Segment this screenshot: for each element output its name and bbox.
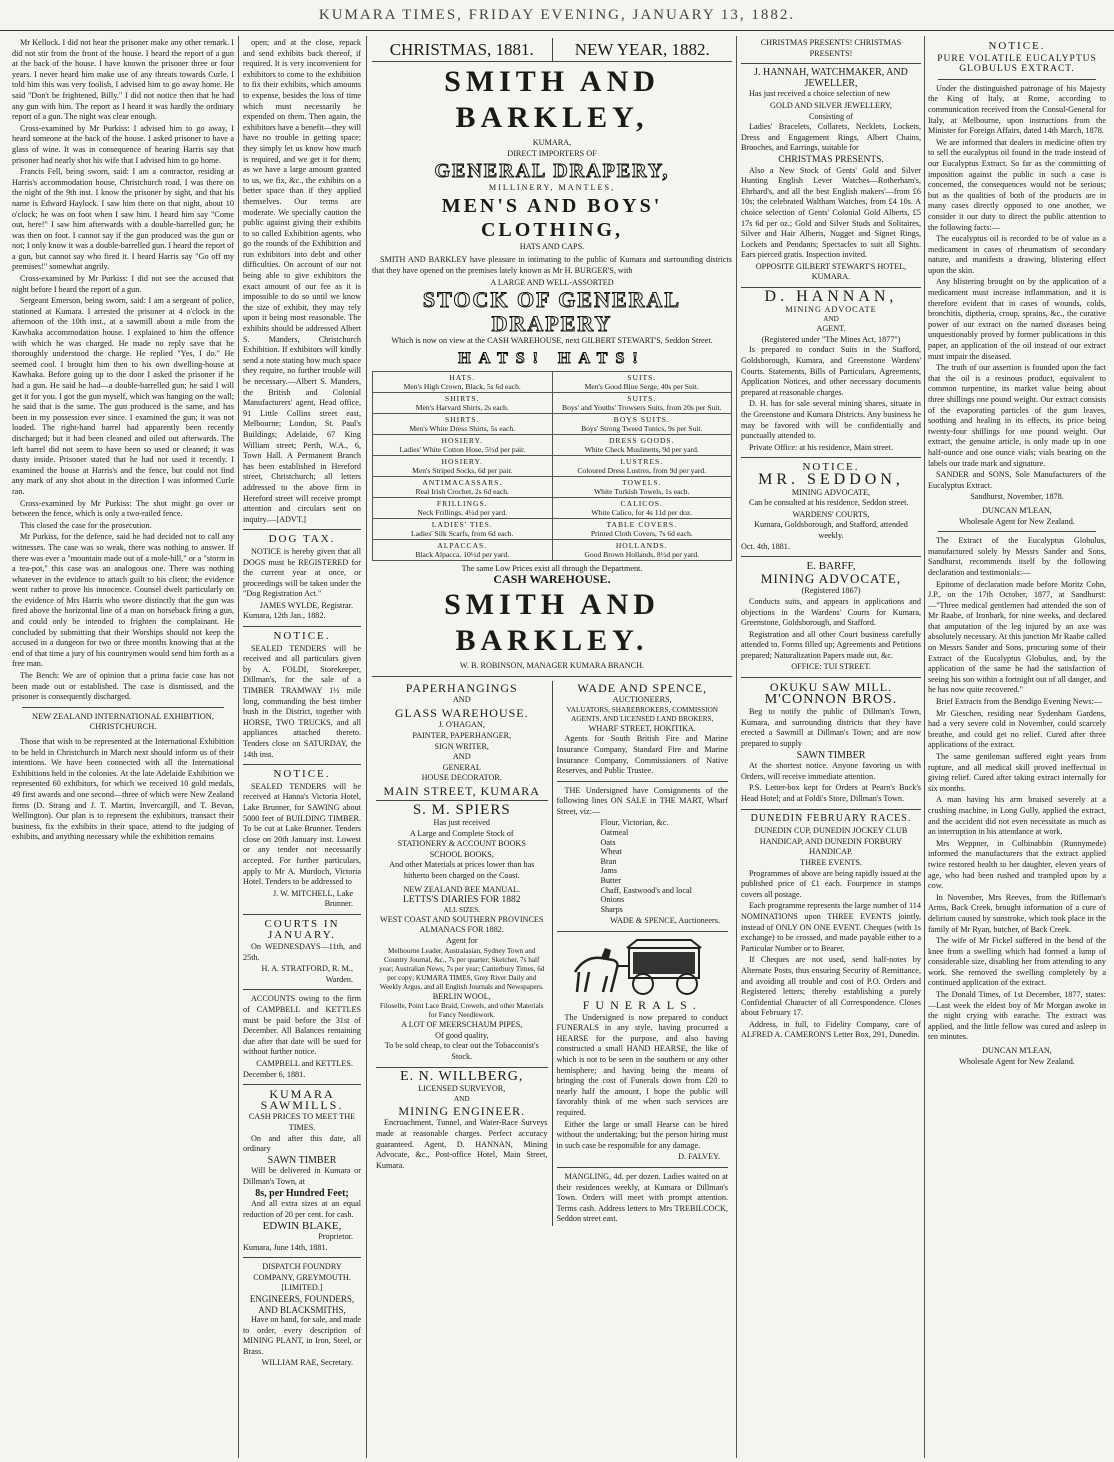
column-rule [366,36,367,1458]
eucalyptus-paragraph: In November, Mrs Reeves, from the Rifleman's Arms, Back Creek, brought information of a cure of delirium caused by sunstroke, which took place in the family of Mr Ryan, butcher, of Back Creek. [928,892,1106,934]
barff-office: OFFICE: TUI STREET. [791,662,871,672]
price-item-desc: Men's White Dress Shirts, 5s each. [409,423,516,433]
ohagan-trade: GENERAL [442,762,481,772]
season-header [372,38,732,62]
list-item: Jams [600,866,617,876]
eucalyptus-paragraph: The same gentleman suffered eight years from rupture, and all medical skill proved ineffectual in giving relief. Cured after taking extract internally for six months. [928,752,1106,793]
wade-consign: THE Undersigned have Consignments of the following lines ON SALE in THE MART, Wharf Street, viz:— [556,785,728,816]
dunedin-sub: DUNEDIN CUP, DUNEDIN JOCKEY CLUB HANDICAP, AND DUNEDIN FORBURY HANDICAP. [754,826,908,857]
willberg-sub: LICENSED SURVEYOR, [418,1084,506,1094]
exhibition-title: NEW ZEALAND INTERNATIONAL EXHIBITION, CHRISTCHURCH. [32,711,214,732]
price-item-name: HOLLANDS. [615,540,668,550]
hannah-consist: Consisting of [809,111,853,121]
almanacs: WEST COAST AND SOUTHERN PROVINCES ALMANACS FOR 1882. [380,914,544,935]
hannah-title: J. HANNAH, WATCHMAKER, AND JEWELLER, [754,67,908,89]
proprietor-name: EDWIN BLAKE, [262,1220,342,1233]
hannah-text: Has just received a choice selection of new [749,89,891,99]
mconnon-ps: P.S. Letter-box kept for Orders at Pearn's Buck's Head Hotel; and at Foldi's Store, Dillman's Town. [741,783,921,803]
court-report-article [12,38,234,703]
agent-name: DUNCAN M'LEAN, [982,505,1052,515]
divider [376,800,548,801]
column-court-report [12,38,234,1456]
spiers-line: STATIONERY & ACCOUNT BOOKS [397,839,526,849]
foundry-signature: WILLIAM RAE, Secretary. [261,1358,353,1368]
price-cell [373,455,553,476]
dogtax-date: Kumara, 12th Jan., 1882. [243,611,326,621]
foundry-title: DISPATCH FOUNDRY COMPANY, GREYMOUTH. [253,1262,351,1282]
price-item-name: HOSIERY. [441,435,483,445]
divider [243,529,361,530]
price-item-name: SHIRTS. [444,414,480,424]
notice-title: NOTICE. [273,768,331,781]
hearse-illustration [567,936,717,996]
eucalyptus-paragraph: Epitome of declaration made before Moritz Cohn, J.P., on the 17th October, 1877, at Sandhurst:—"Three medical gentlemen had attended the son of Mr Raabe, of Ironbark, for nine weeks, and declared that amputation of the leg injured by an axe was absolutely necessary. At this junction Mr Raabe called on Messrs Sander and Sons, procuring some of their Extract of the Eucalyptus Globulus, and, by the application of the same he had the satisfaction of seeing his son within a fortnight out of all danger, and he has now quite recovered." [928,579,1106,695]
divider [557,781,729,782]
sawmills-text: And all extra sizes at an equal reduction of 20 per cent. for cash. [243,1199,361,1219]
eucalyptus-paragraph: The Donald Times, of 1st December, 1877, states:—Last week the eldest boy of Mr Morgan awoke in the night crying with earache. The extract was applied, and the little fellow was cured and asleep in ten minutes. [928,990,1106,1042]
funerals-title: FUNERALS. [582,998,702,1012]
wade-sub: AUCTIONEERS, [612,695,672,705]
eucalyptus-paragraph: A man having his arm bruised severely at a crushing machine, in Long Gully, applied the extract, and the accident did not even necessitate as much as an interruption in his attendance at work. [928,795,1106,837]
price-row [373,518,732,539]
article-paragraph: The Bench: We are of opinion that a prima facie case has not been made out or established. The case is dismissed, and the prisoner is consequently discharged. [12,671,234,702]
price-item-name: FRILLINGS. [436,498,488,508]
wade-agents: Agents for South British Fire and Marine Insurance Company, Standard Fire and Marine Insurance Company, Commissioners of Native Reserves, and Public Trustee. [556,734,728,776]
spiers-line: SCHOOL BOOKS, [429,849,494,859]
price-item-desc: Men's Harvard Shirts, 2s each. [415,402,509,412]
price-item-name: HATS. [449,372,476,382]
firm-name: SMITH AND BARKLEY, [444,65,660,134]
foundry-limited: [LIMITED.] [281,1283,323,1293]
eucalyptus-paragraph: The Extract of the Eucalyptus Globulus, manufactured solely by Messrs Sander and Sons, Sandhurst, recommends itself by the following declaration and testimonials:— [928,536,1106,577]
willberg-text: Encroachment, Tunnel, and Water-Race Surveys made at reasonable charges. Perfect accuracy guaranteed. Agent, D. HANNAN, Mining Advocate, &c., Post-office Hotel, Main Street, Kumara. [376,1118,548,1170]
letts-sizes: ALL SIZES. [443,905,480,914]
dunedin-title: DUNEDIN FEBRUARY RACES. [750,812,912,824]
price-cell [552,497,732,518]
new-year-heading: NEW YEAR, 1882. [552,38,733,61]
hats-banner: HATS! HATS! [458,349,646,367]
article-paragraph: Sergeant Emerson, being sworn, said: I am a sergeant of police, stationed at Kumara. I arrested the prisoner at 4 o'clock in the afternoon of the 10th inst., at a sawmill about a mile from the Kawhaka accommodation house. I explained to him the offence with which he was charged. He made no reply save that he thoroughly understood the charge. He replied "Yes, I do." He seemed cool. I brought him then to his own dwelling-house at Kawhaka. Before going up to the door I asked the prisoner if he had a gun. He said he had—a double-barrelled gun; he said I will get it for you. I got the gun myself, which was hanging on the wall; he said that is the same. The gun produced is the same, and has been in my possession ever since. I examined the gun; it was not loaded. The right-hand barrel had apparently been recently discharged; but it had been cleaned and oiled out afterwards. The left barrel did not seem to have been so used or cleaned; it was dusty inside. Prisoner stated that he had not used it recently. I examined the house at Harris's and the fence, but could not find any mark of any shot about in the direction I was informed Curle ran. [12,296,234,496]
price-cell [373,434,553,455]
eucalyptus-paragraph: We are informed that dealers in medicine often try to sell the eucalyptus oil found in the trade instead of our Eucalyptus Extract. So far as the committing of imposition against the public in such a case is concerned, the consequences would not be serious; but as the qualities of both of the products are in many cases directly opposed to one another, we consider it our duty to direct the public attention to the following facts:— [928,137,1106,232]
wade-roles: VALUATORS, SHAREBROKERS, COMMISSION AGENTS, AND LICENSED LAND BROKERS, [566,705,718,723]
courts-text: On WEDNESDAYS—11th, and 25th. [243,942,361,962]
agent-role: Wholesale Agent for New Zealand. [959,516,1075,526]
tender-notice-text: SEALED TENDERS will be received at Hanna's Victoria Hotel, Lake Brunner, for SAWING about 5000 feet of BUILDING TIMBER. To be cut at Lake Brunner. Tenders close on 20th January inst. Lowest or any tender not necessarily accepted. For further particulars, apply to Mr A. Murdoch, Victoria Hotel. Tenders to be addressed to [243,781,361,887]
divider [741,556,921,557]
divider [938,79,1096,80]
tender-notice-text: SEALED TENDERS will be received and all particulars given by A. FOLDI, Storekeeper, Dillman's, for the sale of a TIMBER TRAMWAY 1½ mile long, commanding the best timber bush in the District, together with HORSE, TWO TRUCKS, and all appliances attached thereto. Tenders close on SATURDAY, the 14th inst. [243,643,361,759]
price-item-desc: Boys' and Youths' Trowsers Suits, from 20s per Suit. [562,402,722,412]
price-cell [552,392,732,413]
sawmills-text: Will be delivered in Kumara or Dillman's Town, at [243,1166,361,1186]
wardens-date: Oct. 4th, 1881. [741,541,790,551]
sawmills-subtitle: CASH PRICES TO MEET THE TIMES. [248,1112,356,1132]
price-row [373,392,732,413]
price-item-name: LADIES' TIES. [431,519,493,529]
agent-role: Wholesale Agent for New Zealand. [959,1056,1075,1066]
dhannan-and: AND [823,315,839,324]
eucalyptus-place: Sandhurst, November, 1878. [970,492,1064,502]
divider [741,677,921,678]
willberg-title: E. N. WILLBERG, [400,1068,524,1084]
price-item-name: CALICOS. [620,498,663,508]
intro-text: SMITH AND BARKLEY have pleasure in intimating to the public of Kumara and surrounding districts that they have opened on the premises lately known as Mr H. BURGER'S, with [372,255,732,275]
price-cell [373,371,553,392]
sawmills-date: Kumara, June 14th, 1881. [243,1242,328,1252]
seddon-text: Can be consulted at his residence, Seddon street. [749,498,909,508]
price-row [373,434,732,455]
price-item-name: HOSIERY. [441,456,483,466]
cash-warehouse: CASH WAREHOUSE. [493,572,611,587]
wade-address: WHARF STREET, HOKITIKA. [588,723,696,733]
eucalyptus-paragraph: Under the distinguished patronage of his Majesty the King of Italy, at Rome, according to communication received from the Consul-General for Italy, at Melbourne, upon instructions from the Minister for Foreign Affairs, dated 14th March, 1878. [928,83,1106,136]
ads-left [372,681,552,1226]
agent-name: DUNCAN M'LEAN, [982,1046,1052,1056]
column-rule [736,36,737,1458]
dhannan-office: Private Office: at his residence, Main street. [749,442,893,452]
list-item: Wheat [600,847,622,857]
importers-line: DIRECT IMPORTERS OF [507,148,597,158]
eucalyptus-paragraph: Mrs Weppner, in Colbinabbin (Runnymede) informed the manufacturers that the extract applied twice restored health to her daughter, eleven years of age, who had been rushed and trampled upon by a cow. [928,838,1106,891]
assorted-line: A LARGE AND WELL-ASSORTED [490,277,614,287]
ohagan-title: PAPERHANGINGS [405,680,518,695]
price-item-desc: Men's Striped Socks, 6d per pair. [412,465,513,475]
price-cell [552,434,732,455]
dhannan-text: D. H. has for sale several mining shares, situate in the Greenstone and Kumara Districts. Any business he may be favored with will be confidentially and punctually attended to. [741,399,921,441]
barff-name: E. BARFF, [806,560,856,573]
dhannan-role: MINING ADVOCATE [785,304,877,314]
divider [938,531,1096,532]
divider [22,707,224,708]
eucalyptus-title: PURE VOLATILE EUCALYPTUS GLOBULUS EXTRACT. [937,53,1097,75]
willberg-and: AND [453,1094,470,1103]
eucalyptus-paragraph: Mr Gieschen, residing near Sydenham Gardens, had a very severe cold in November, could scarcely breathe, and could get no relief. Cured after three applications of the extract. [928,708,1106,750]
barff-text: Conducts suits, and appears in applications and objections in the Wardens' Courts for Kumara, Greenstone, Goldsborough, and Stafford. [741,596,921,628]
price-item-desc: Men's Good Blue Serge, 40s per Suit. [584,381,699,391]
mconnon-title: M'CONNON BROS. [764,691,898,707]
hannah-xmas: CHRISTMAS PRESENTS. [778,154,884,165]
xmas-presents-heading: CHRISTMAS PRESENTS! CHRISTMAS PRESENTS! [760,38,902,58]
seddon-role: MINING ADVOCATE, [791,487,871,497]
funerals-text: The Undersigned is now prepared to conduct FUNERALS in any style, having procurred a HEARSE for the purpose, and also having constructed a small HAND HEARSE, the like of which is not to be seen in the southern or any other hemisphere; and having being the means of bringing the cost of Funerals down from £20 to nearly half the amount, I hope the public will favorably think of me when such services are required. [556,1012,728,1117]
letts-diaries: LETTS'S DIARIES FOR 1882 [402,895,521,906]
article-paragraph: Cross-examined by Mr Purkiss: I advised him to go away, I heard someone at the back of the house. I asked prisoner to have a glass of wine. It was in consequence of hearing Harris say that prisoner had nearly shot his wife that I advised him to go home. [12,123,234,165]
dhannan-agent: AGENT. [816,324,846,334]
price-item-desc: Ladies' Silk Scarfs, from 6d each. [411,528,514,538]
divider [376,1067,548,1068]
mconnon-text: At the shortest notice. Anyone favoring us with Orders, will receive immediate attention. [741,761,921,781]
price-item-desc: Real Irish Crochet, 2s 6d each. [415,486,509,496]
price-item-desc: Black Alpacca, 10½d per yard. [415,549,510,559]
consignment-list [601,818,729,914]
divider [243,1084,361,1085]
column-rule [238,36,239,1458]
manager-line: W. B. ROBINSON, MANAGER KUMARA BRANCH. [459,660,645,670]
accounts-date: December 6, 1881. [243,1069,306,1079]
price-item-desc: Coloured Dress Lustres, from 9d per yard. [577,465,707,475]
divider [557,931,729,932]
price-cell [373,539,553,560]
article-paragraph: Cross-examined by Mr Purkiss: The shot might go over or between the fence, which is only a two-railed fence. [12,498,234,519]
okuku-title: OKUKU SAW MILL. [769,680,893,695]
price-table [372,371,732,561]
price-item-desc: Boys' Strong Tweed Tunics, 9s per Suit. [581,423,703,433]
list-item: Sharps [600,904,623,914]
wardens-title: WARDENS' COURTS, [792,509,870,519]
list-item: Chaff, Eastwood's and local [600,885,692,895]
hannah-address: OPPOSITE GILBERT STEWART'S HOTEL, KUMARA. [755,261,907,282]
article-paragraph: Cross-examined by Mr Purkiss: I did not see the accused that night before I heard the report of a gun. [12,274,234,294]
willberg-engineer: MINING ENGINEER. [398,1103,526,1118]
dogtax-text: NOTICE is hereby given that all DOGS must be REGISTERED for the current year at once, or proceedings will be taken under the "Dog Registration Act." [243,546,361,599]
list-item: Oats [600,837,616,847]
article-paragraph: Francis Fell, being sworn, said: I am a contractor, residing at Harris's accommodation house, Christchurch road. I was there on the night of the 9th inst. I know the prisoner by sight, and that his name is Edward Haylock. I saw him there on that night, about 10 o'clock; he was on foot when I saw him. I heard him say "Come out, here!" I saw him afterwards with a double-barrelled gun; he was then on foot. I cannot say if the gun produced was the gun or not; I only know it was a double-barrelled gun. I heard the report of a gun, but cannot say who fired it. I heard Harris say "Go off my premises!" somewhat angrily. [12,167,234,272]
proprietor-role: Proprietor. [318,1231,353,1241]
eucalyptus-paragraph: SANDER and SONS, Sole Manufacturers of the Eucalyptus Extract. [928,470,1106,490]
column-eucalyptus [928,38,1106,1456]
dogtax-signature: JAMES WYLDE, Registrar. [259,600,353,610]
spiers-line: Has just received [433,818,490,828]
sawmills-timber: SAWN TIMBER [267,1154,337,1166]
price-item-desc: Men's High Crown, Black, 5s 6d each. [403,381,521,391]
drapery-heading: GENERAL DRAPERY, [434,160,670,183]
price-item-name: ALPACCAS. [437,540,488,550]
ohagan-name: J. O'HAGAN, [438,720,485,730]
stock-heading: STOCK OF GENERAL DRAPERY [422,287,682,337]
eucalyptus-paragraph: The wife of Mr Fickel suffered in the bend of the knee from a swelling which had formed a lump of considerable size, disabling her from attending to any work. She removed the swelling completely by a continued application of the extract. [928,936,1106,988]
exhibition-continued: open; and at the close, repack and send exhibits back thereof, if required. It is very inconvenient for exhibitors to come to the exhibition to fix their exhibits, which amounts to expense, besides the loss of time which must necessarily be expended on them. Then again, the exhibitors have a benefit—they will have no trouble in getting space; they simply let us know how much is required, and we get it for them; as we have a large amount granted to us, we fix, &c., the exhibits on a better space than if they applied themselves. Our terms are moderate. We specially caution the public against giving their exhibits to so called Exhibition agents, who go the rounds of the Exhibition and run exhibitors into debt and other difficulties. On account of our not being able to give exhibitors the exact amount of our fee as it is impossible to do so until we know the size of exhibit, they may rely upon it being most reasonable. The exhibits should be addressed Albert S. Manders, Christchurch Exhibition. If exhibitors will kindly send a note stating how much space they require, no further trouble will be necessary.—Albert S. Manders, the British and Colonial Manufacturers' agent, Head office, 91 Little Collins street east, Melbourne; London, St. Paul's Buildings; Adelaide, 67 King William street; Perth, W.A., 6, Town Hall. A Permanent Branch has been established in Hereford street, Christchurch; all letters addressed to the above firm in Hereford street will receive prompt attention and circulars sent on inquiry.—[ADVT.] [243,38,361,524]
column-advocates [741,38,921,1456]
price-item-desc: Ladies' White Cotton Hose, 5½d per pair. [399,444,526,454]
dunedin-text: Each programme represents the large number of 114 NOMINATIONS upon THREE EVENTS jointly, instead of ONLY ON ONE EVENT. Cheques (with 1s exchange) to be crossed, and made payable either to a Particular Number or to Bearer. [741,901,921,953]
eucalyptus-paragraph: Brief Extracts from the Bendigo Evening News:— [936,697,1102,707]
divider [243,914,361,915]
price-item-name: BOYS SUITS. [613,414,670,424]
notice-title: NOTICE. [988,40,1046,52]
sawmills-title: KUMARA SAWMILLS. [260,1087,344,1112]
price-cell [552,518,732,539]
list-item: Butter [600,876,621,886]
price-row [373,476,732,497]
article-paragraph: Mr Kellock. I did not hear the prisoner make any other remark. I did not stir from the front of the house. I heard the report of a gun at the back of the house. I have known the prisoner three or four years. I never heard him make use of any threats towards Curle. I told him this was very foolish, I advised him to go away home. He said "Don't be frightened, Billy." I did not notice then that he had any gun with him. The report as I heard it was hardly the ordinary report of a gun. The night was clear enough. [12,38,234,122]
divider [741,809,921,810]
dunedin-text: Address, in full, to Fidelity Company, care of ALFRED A. CAMERON'S Letter Box, 291, Dunedin. [741,1019,921,1040]
hats-caps-line: HATS AND CAPS. [519,241,585,251]
pipes-line: Of good quality, [435,1030,489,1040]
divider [741,63,921,64]
notice-title: NOTICE. [802,461,860,474]
divider [243,989,361,990]
price-item-desc: Good Brown Hollands, 8½d per yard. [584,549,700,559]
foundry-text: Have on hand, for sale, and made to order, every description of MINING PLANT, in Iron, Steel, or Brass. [243,1315,361,1356]
price-item-name: SUITS. [627,372,657,382]
wade-signature: WADE & SPENCE, Auctioneers. [610,916,720,926]
dhannan-text: Is prepared to conduct Suits in the Stafford, Goldsborough, Kumara, and Greenstone Wardens' Courts. Statements, Bills of Particulars, Agreements, Application Notices, and other necessary documents prepared at reasonable charges. [741,345,921,397]
courts-title: COURTS IN JANUARY. [264,917,340,941]
bee-manual: NEW ZEALAND BEE MANUAL. [403,884,521,894]
price-cell [552,455,732,476]
list-item: Flour, Victorian, &c. [600,818,669,828]
price-cell [552,371,732,392]
ohagan-and: AND [452,695,471,705]
column-advertisements [372,38,732,1456]
price-item-desc: White Check Muslinetts, 9d per yard. [584,444,699,454]
eucalyptus-paragraph: The truth of our assertion is founded upon the fact that the oil is a resinous product, equivalent to common turpentine, its market value being about three shillings one pound weight. Our extract consists of the evaporating particles of the gum leaves, soothing and healing in its effects, its price being twenty-four shillings for one pound weight. Our extract, the genuine article, is only made up in one half-ounce and one ounce vials; vials bearing on the labels our trade mark and signature. [928,363,1106,468]
dhannan-registration: (Registered under "The Mines Act, 1877") [761,334,901,344]
price-item-desc: White Calico, for 4s 11d per doz. [591,507,693,517]
funerals-signature: D. FALVEY. [678,1152,720,1162]
mconnon-timber: SAWN TIMBER [796,749,866,761]
barff-text: Registration and all other Court business carefully attended to. Forms filled up; Agreements and Petitions prepared; Naturalization Papers made out, &c. [741,629,921,660]
price-cell [373,392,553,413]
eucalyptus-paragraph: The eucalyptus oil is recorded to be of value as a medicament in cases of rheumatism of secondary nature, and manifests a drawing, blistering effect upon the skin. [928,234,1106,275]
price-item-desc: White Turkish Towels, 1s each. [593,486,690,496]
divider [557,1167,729,1168]
spiers-line: A Large and Complete Stock of [409,828,514,838]
price-cell [373,497,553,518]
price-row [373,371,732,392]
price-cell [373,518,553,539]
price-item-name: ANTIMACASSARS. [422,477,503,487]
divider [741,457,921,458]
hannah-gold: GOLD AND SILVER JEWELLERY, [770,100,892,110]
price-cell [373,476,553,497]
price-cell [552,413,732,434]
spiers-line: And other Materials at prices lower than has hitherto been charged on the Coast. [389,860,535,881]
price-item-name: DRESS GOODS. [608,435,675,445]
price-row [373,455,732,476]
spiers-title: S. M. SPIERS [412,802,511,819]
mconnon-text: Beg to notify the public of Dillman's Town, Kumara, and surrounding districts that they have erected a Sawmill at Dillman's Town; and are now prepared to supply [741,707,921,749]
price-row [373,497,732,518]
column-notices [243,38,361,1456]
dunedin-text: Programmes of above are being rapidly issued at the published price of £1 each. Fourpence in stamps covers all postage. [741,868,921,899]
price-item-name: LUSTRES. [620,456,664,466]
sawmills-text: On and after this date, all ordinary [243,1133,361,1154]
millinery-line: MILLINERY, MANTLES, [488,183,616,193]
pipes-line: To be sold cheap, to clear out the Tobacconist's Stock. [384,1041,539,1061]
exhibition-text: Those that wish to be represented at the International Exhibition to be held in Christchurch in March next should inform us of their intentions. We have been connected with all the International Exhibitions held in the colonies. At the late Adelaide Exhibition we represented 60 exhibitors, for which we received 10 gold medals, 49 first awards and one second—three of which were New Zealand firms (D. Strang and J. T. Martin, Invercargill, and T. Bevan, Wellington). Our plan is to represent the exhibitors, transact their business, fix the exhibits in their space, attend to the judging of exhibits, and anything necessary while the exhibition remains [12,737,234,842]
price-cell [552,476,732,497]
view-line: Which is now on view at the CASH WAREHOUSE, next GILBERT STEWART'S, Seddon Street. [391,336,713,346]
wool-text: Filoselle, Point Lace Braid, Crewels, and other Materials for Fancy Needlework. [379,1002,544,1020]
agent-for: Agent for [445,936,478,945]
price-item-name: SHIRTS. [444,393,480,403]
dunedin-text: If Cheques are not used, send half-notes by Alternate Posts, thus ensuring Security of Remittance, and avoiding all trouble and cost of P.O. Orders and Registered letters; thereby establishing a purely Confidential Character of all Correspondence. Closes about February 17. [741,955,921,1018]
list-item: Onions [600,895,625,905]
funerals-text: Either the large or small Hearse can be hired without the undertaking; but the person hiring must in such case be responsible for any damage. [556,1119,728,1150]
ohagan-trade: HOUSE DECORATOR. [421,773,502,783]
barff-title: MINING ADVOCATE, [760,570,902,586]
wade-title: WADE AND SPENCE, [577,680,708,695]
courts-signature: H. A. STRATFORD, R. M., Warden. [261,964,353,984]
firm-location: KUMARA, [532,138,572,147]
sawmills-price: 8s, per Hundred Feet; [255,1187,349,1199]
price-row [373,539,732,560]
hannah-text: Ladies' Bracelets, Collarets, Necklets, Lockets, Dress and Engagement Rings, Albert Chains, Brooches, and Earrings, suitable for [741,122,921,153]
pipes-line: A LOT OF MEERSCHAUM PIPES, [401,1020,523,1030]
ohagan-trade: SIGN WRITER, [434,741,489,751]
divider [243,1257,361,1258]
list-item: Oatmeal [600,828,629,838]
price-item-name: TABLE COVERS. [606,519,678,529]
price-item-desc: Neck Frillings, 4½d per yard. [417,507,508,517]
clothing-heading: MEN'S AND BOYS' CLOTHING, [441,194,663,241]
list-item: Bran [600,856,617,866]
ohagan-address: MAIN STREET, KUMARA [383,783,540,798]
article-paragraph: Mr Purkiss, for the defence, said he had decided not to call any witnesses. The case was so weak, there was nothing to answer. If there was ever a "mountain made out of a mole-hill," or a "storm in a tea-pot," this case was an analogous one. There was nothing whatever in the evidence to attach guilt to his client; the evidence went rather to prove his innocence. Counsel dwelt particularly on the evidence of Mrs Harris who swore distinctly that the gun was fired above the horizontal line of a man on horseback firing a gun, and could only be intended to frighten the complainant. He concluded by submitting that their Worships should not keep the accused in a dungeon for two or three months knowing that at the end of that time a jury of his countrymen would send him forth as a free man. [12,532,234,669]
newspapers-list: Melbourne Leader, Australasian, Sydney Town and Country Journal, &c., 7s per quarter; Sketcher, 7s half year; Australian News, 7s per year; Canterbury Times, 6d per copy; KUMARA TIMES, Grey River Daily and Weekly Argus, and all English Journals and Newspapers. [379,946,545,991]
divider [243,626,361,627]
accounts-text: ACCOUNTS owing to the firm of CAMPBELL and KETTLES must be paid before the 31st of December. All Balances remaining due after that date will be sued for without further notice. [243,994,361,1057]
firm-name-footer: SMITH AND BARKLEY. [444,587,660,657]
price-row [373,413,732,434]
price-cell [552,539,732,560]
ads-right [552,681,733,1226]
low-prices-line: The same Low Prices exist all through the Department. [461,563,643,573]
berlin-wool: BERLIN WOOL, [432,991,491,1001]
ohagan-trade: PAINTER, PAPERHANGER, [412,730,512,740]
christmas-heading: CHRISTMAS, 1881. [389,40,534,59]
barff-registration: (Registered 1867) [801,586,861,596]
foundry-subtitle: ENGINEERS, FOUNDERS, AND BLACKSMITHS, [249,1293,355,1315]
price-item-desc: Printed Cloth Covers, 7s 6d each. [590,528,693,538]
mangling-text: MANGLING, 4d. per dozen. Ladies waited on at their residences weekly, at Kumara or Dillman's Town. Orders will meet with prompt attention. Terms cash. Address letters to Mrs TREBILCOCK, Seddon street east. [556,1171,728,1224]
column-rule [924,36,925,1458]
hannah-text: Also a New Stock of Gents' Gold and Silver Hunting English Lever Watches—Rotherham's, Ehrhard's, and all the best English makers'—from £6 10s; the celebrated Waltham Watches, from £4 10s. A choice selection of Gents' Colonial Gold Alberts, £5 17s 6d per oz.; Gold and Silver Studs and Solitaires, Silver and Hair Alberts, Nugget and Signet Rings, Lockets and Pendants; Spectacles to suit all Sights. Ears pierced gratis. Inspection invited. [741,165,921,260]
dogtax-title: DOG TAX. [268,533,336,546]
masthead: KUMARA TIMES, FRIDAY EVENING, JANUARY 13, 1882. [0,0,1114,31]
seddon-title: MR. SEDDON, [758,470,904,488]
ohagan-trade: AND [452,752,471,762]
accounts-signature: CAMPBELL and KETTLES. [256,1059,353,1069]
divider [372,676,732,677]
tender-signature: J. W. MITCHELL, Lake Brunner. [272,888,353,909]
lower-ads [372,681,732,1226]
eucalyptus-paragraph: Any blistering brought on by the application of a medicament must increase inflammation, and it is therefore evident that in cases of wounds, colds, bronchitis, diptheria, croup, sprains, &c., the curative power of our extract on the named diseases being unquestionably proved by former publications in this paper, an application of the oil instead of our extract must impair the diseased. [928,277,1106,361]
notice-title: NOTICE. [273,630,331,643]
price-cell [373,413,553,434]
divider [243,764,361,765]
price-item-name: TOWELS. [621,477,662,487]
ohagan-warehouse: GLASS WAREHOUSE. [394,705,529,720]
article-paragraph: This closed the case for the prosecution. [20,520,152,530]
dunedin-events: THREE EVENTS. [800,857,862,867]
price-item-name: SUITS. [627,393,657,403]
dhannan-title: D. HANNAN, [764,288,898,306]
wardens-text: Kumara, Goldsborough, and Stafford, attended weekly. [754,520,908,540]
